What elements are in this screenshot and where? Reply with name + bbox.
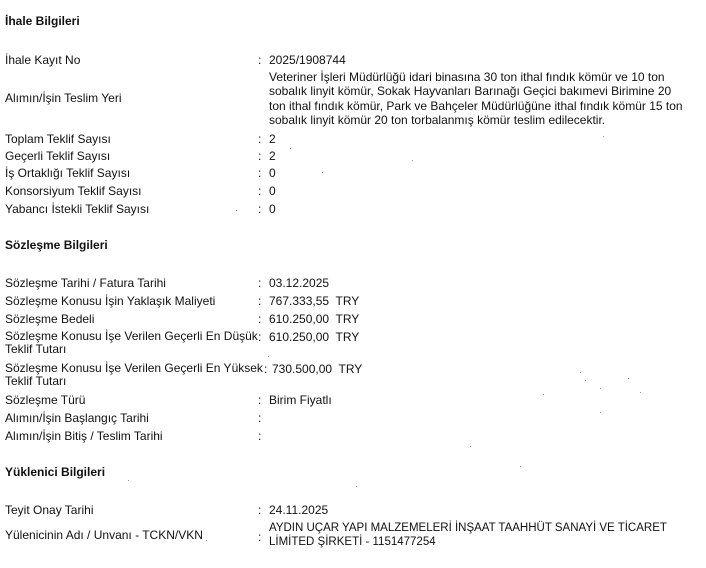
field-colon: : xyxy=(258,149,262,163)
field-colon: : xyxy=(258,166,262,180)
field-colon: : xyxy=(258,276,262,290)
section-title-yuklenici: Yüklenici Bilgileri xyxy=(5,465,106,479)
field-value: 2025/1908744 xyxy=(269,53,346,67)
field-value: 0 xyxy=(269,202,276,216)
field-value: AYDIN UÇAR YAPI MALZEMELERİ İNŞAAT TAAHHÜT SANAYİ VE TİCARET LİMİTED ŞİRKETİ - 1151477254 xyxy=(269,522,667,548)
section-title-ihale: İhale Bilgileri xyxy=(5,14,80,28)
field-colon: : xyxy=(258,530,262,544)
field-value: Birim Fiyatlı xyxy=(269,393,332,407)
field-label: Sözleşme Konusu İşe Verilen Geçerli En Yüksek Teklif Tutarı xyxy=(5,361,263,388)
field-label: İş Ortaklığı Teklif Sayısı xyxy=(5,166,131,180)
field-value: 24.11.2025 xyxy=(269,503,329,517)
field-label: Sözleşme Tarihi / Fatura Tarihi xyxy=(5,276,166,290)
field-colon: : xyxy=(258,294,262,308)
field-label: Konsorsiyum Teklif Sayısı xyxy=(5,184,142,198)
field-value: 2 xyxy=(269,149,276,163)
field-value: 0 xyxy=(269,184,276,198)
field-label: Alımın/İşin Teslim Yeri xyxy=(5,91,122,105)
field-colon: : xyxy=(258,503,262,517)
field-colon: : xyxy=(258,429,262,443)
field-value: 03.12.2025 xyxy=(269,276,330,290)
field-value: 0 xyxy=(269,166,276,180)
field-value: Veteriner İşleri Müdürlüğü idari binasına 30 ton ithal fındık kömür ve 10 ton sobalık linyit kömür, Sokak Hayvanları Barınağı Geçici bakımevi Birimine 20 ton ithal fındık kömür, Park ve Bahçeler Müdürlüğüne ithal fındık kömür 15 ton sobalık linyit kömür 20 ton torbalanmış kömür teslim edilecektir. xyxy=(269,70,683,127)
field-value: 767.333,55 TRY xyxy=(269,294,360,308)
field-label: Sözleşme Konusu İşin Yaklaşık Maliyeti xyxy=(5,294,216,308)
field-value: 2 xyxy=(269,132,276,146)
section-title-sozlesme: Sözleşme Bilgileri xyxy=(5,238,108,252)
field-label: İhale Kayıt No xyxy=(5,53,81,67)
field-colon: : xyxy=(258,184,262,198)
field-colon: : xyxy=(258,393,262,407)
field-label: Toplam Teklif Sayısı xyxy=(5,132,111,146)
field-label: Sözleşme Bedeli xyxy=(5,312,95,326)
field-label: Sözleşme Türü xyxy=(5,393,86,407)
field-label: Yabancı İstekli Teklif Sayısı xyxy=(5,202,150,216)
field-label: Yülenicinin Adı / Unvanı - TCKN/VKN xyxy=(5,528,203,542)
field-label: Sözleşme Konusu İşe Verilen Geçerli En Düşük Teklif Tutarı xyxy=(5,329,258,356)
field-label: Teyit Onay Tarihi xyxy=(5,503,94,517)
field-value: 730.500,00 TRY xyxy=(272,362,363,376)
field-colon: : xyxy=(264,362,268,376)
field-colon: : xyxy=(258,411,262,425)
field-colon: : xyxy=(258,53,262,67)
field-colon: : xyxy=(258,132,262,146)
field-label: Alımın/İşin Bitiş / Teslim Tarihi xyxy=(5,429,163,443)
field-label: Geçerli Teklif Sayısı xyxy=(5,149,111,163)
field-value: 610.250,00 TRY xyxy=(269,330,360,344)
field-colon: : xyxy=(258,312,262,326)
field-colon: : xyxy=(258,202,262,216)
field-colon: : xyxy=(258,330,262,344)
field-label: Alımın/İşin Başlangıç Tarihi xyxy=(5,411,149,425)
field-value: 610.250,00 TRY xyxy=(269,312,360,326)
